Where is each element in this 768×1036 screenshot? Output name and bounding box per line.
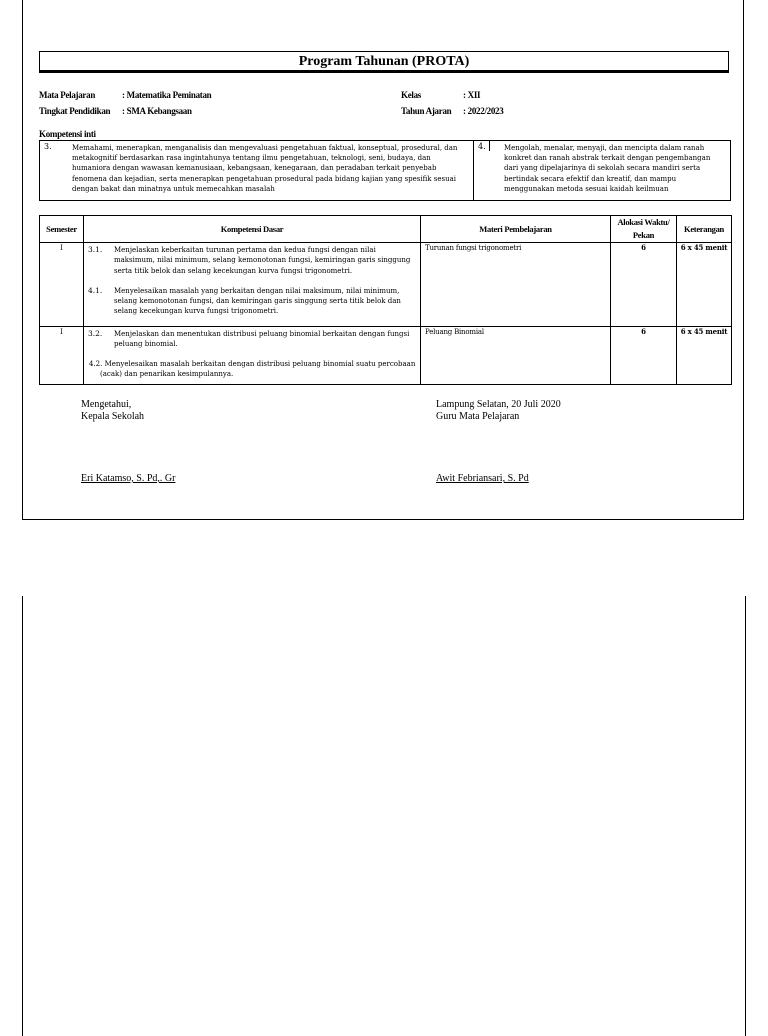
- kd-text-content: Menyelesaikan masalah yang berkaitan dengan nilai maksimum, nilai minimum, selang kemonotonan fungsi, dan kemiringan garis singgung serta titik belok dan selang kecekungan kurva fungsi trigonometri.: [114, 286, 401, 316]
- table-row: [40, 327, 732, 385]
- kd-number: 3.2.: [88, 329, 103, 338]
- header-alokasi: Alokasi Waktu/ Pekan: [611, 216, 677, 243]
- kd-text: [100, 329, 416, 350]
- kd-number: 4.1.: [88, 285, 103, 295]
- kd-text-content: Menyelesaikan masalah berkaitan dengan distribusi peluang binomial suatu percobaan (acak) dan penarikan kesimpulannya.: [100, 359, 416, 378]
- ki-4-text: Mengolah, menalar, menyaji, dan mencipta dalam ranah konkret dan ranah abstrak terkait dengan pengembangan dari yang dipelajarinya di sekolah secara mandiri serta bertindak secara efektif dan kreatif, dan mampu menggunakan metoda sesuai kaidah keilmuan: [504, 144, 711, 193]
- ki-3: [40, 141, 474, 200]
- signature-left-line2: Kepala Sekolah: [81, 411, 145, 422]
- ki-4-number: 4.: [478, 142, 486, 151]
- signature-left: [81, 399, 144, 423]
- header-semester: Semester: [40, 216, 84, 243]
- kelas-row: [401, 90, 480, 100]
- signature-right: [436, 399, 561, 423]
- signature-left-line1: Mengetahui,: [81, 399, 132, 410]
- tingkat-label: Tingkat Pendidikan: [39, 106, 111, 116]
- semester-cell: I: [40, 327, 84, 385]
- tingkat-row: [39, 106, 192, 116]
- teacher-name: Awit Febriansari, S. Pd: [436, 473, 529, 484]
- alokasi-cell: 6: [611, 243, 677, 327]
- kd-number: 4.2.: [89, 359, 103, 368]
- mapel-row: [39, 90, 211, 100]
- tahun-value: : 2022/2023: [463, 106, 504, 116]
- table-header-row: [40, 216, 732, 243]
- header-keterangan: Keterangan: [677, 216, 732, 243]
- principal-name: Eri Katamso, S. Pd,. Gr: [81, 473, 176, 484]
- ki-3-number: 3.: [44, 142, 52, 151]
- kd-text-content: Menjelaskan dan menentukan distribusi peluang binomial berkaitan dengan fungsi peluang binomial.: [114, 330, 410, 349]
- tahun-label: Tahun Ajaran: [401, 106, 452, 116]
- mapel-value: : Matematika Peminatan: [122, 90, 212, 100]
- keterangan-cell: 6 x 45 menit: [677, 243, 732, 327]
- ki-box: [39, 140, 731, 201]
- tahun-row: [401, 106, 503, 116]
- kd-text: [100, 245, 416, 276]
- mapel-label: Mata Pelajaran: [39, 90, 96, 100]
- prota-table: [39, 215, 732, 385]
- ki-heading: Kompetensi inti: [39, 129, 96, 139]
- signature-right-line1: Lampung Selatan, 20 Juli 2020: [436, 399, 561, 410]
- tingkat-value: : SMA Kebangsaan: [122, 106, 192, 116]
- materi-cell: Peluang Binomial: [421, 327, 611, 385]
- kelas-label: Kelas: [401, 90, 421, 100]
- header-kd: Kompetensi Dasar: [84, 216, 421, 243]
- header-materi: Materi Pembelajaran: [421, 216, 611, 243]
- document-page-2: [22, 596, 746, 1036]
- ki-4-divider: [489, 141, 490, 151]
- kd-cell: [84, 327, 421, 385]
- kd-item: [84, 286, 420, 317]
- kd-item: [84, 359, 420, 380]
- ki-4: [474, 141, 730, 200]
- semester-cell: I: [40, 243, 84, 327]
- document-title: Program Tahunan (PROTA): [39, 51, 729, 73]
- table-row: [40, 243, 732, 327]
- kd-text: [100, 286, 416, 317]
- materi-cell: Turunan fungsi trigonometri: [421, 243, 611, 327]
- kd-number: 3.1.: [88, 245, 103, 254]
- alokasi-cell: 6: [611, 327, 677, 385]
- keterangan-cell: 6 x 45 menit: [677, 327, 732, 385]
- kd-item: [84, 327, 420, 350]
- kd-item: [84, 243, 420, 276]
- kelas-value: : XII: [463, 90, 481, 100]
- kd-cell: [84, 243, 421, 327]
- ki-3-text: Memahami, menerapkan, menganalisis dan mengevaluasi pengetahuan faktual, konseptual, prosedural, dan metakognitif berdasarkan rasa ingintahunya tentang ilmu pengetahuan, teknologi, seni, budaya, dan humaniora dengan wawasan kemanusiaan, kebangsaan, kenegaraan, dan peradaban terkait penyebab fenomena dan kejadian, serta menerapkan pengetahuan prosedural pada bidang kajian yang spesifik sesuai dengan bakat dan minatnya untuk memecahkan masalah: [72, 144, 458, 193]
- kd-text-content: Menjelaskan keberkaitan turunan pertama dan kedua fungsi dengan nilai maksimum, nilai minimum, selang kemonotonan fungsi, kemiringan garis singgung serta titik belok dan selang kecekungan kurva fungsi trigonometri.: [114, 246, 411, 275]
- kd-text: [89, 359, 416, 380]
- signature-right-line2: Guru Mata Pelajaran: [436, 411, 520, 422]
